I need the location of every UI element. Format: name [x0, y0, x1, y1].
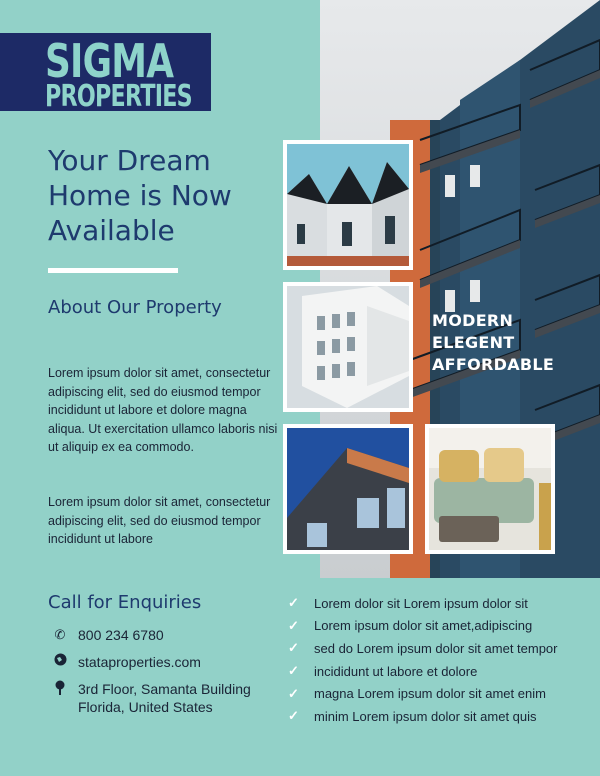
- brand-logo: [0, 33, 211, 114]
- phone-number: 800 234 6780: [78, 627, 164, 643]
- check-icon: ✓: [288, 663, 299, 679]
- contact-title: Call for Enquiries: [48, 592, 202, 613]
- logo-line-2: PROPERTIES: [45, 79, 192, 114]
- globe-icon: [50, 653, 70, 671]
- photo-houses: [283, 140, 413, 270]
- feature-checklist: [288, 592, 588, 728]
- feature-item: [288, 705, 588, 728]
- logo-line-1: SIGMA: [45, 34, 174, 88]
- about-title: About Our Property: [48, 297, 222, 318]
- website-link: stataproperties.com: [78, 654, 201, 670]
- feature-text: Lorem dolor sit Lorem ipsum dolor sit: [314, 595, 528, 611]
- map-pin-icon: [50, 680, 70, 701]
- headline-divider: [48, 268, 178, 273]
- feature-item: [288, 660, 588, 683]
- about-paragraph-2: Lorem ipsum dolor sit amet, consectetur adipiscing elit, sed do eiusmod tempor incididunt ut labore: [48, 495, 271, 546]
- check-icon: ✓: [288, 595, 299, 611]
- tagline-line-3: AFFORDABLE: [432, 355, 555, 374]
- phone-icon: ✆: [54, 627, 66, 642]
- feature-item: [288, 682, 588, 705]
- feature-item: [288, 592, 588, 615]
- photo-interior-sofa: [425, 424, 555, 554]
- check-icon: ✓: [288, 685, 299, 701]
- check-icon: ✓: [288, 640, 299, 656]
- feature-text: incididunt ut labore et dolore: [314, 663, 478, 679]
- feature-item: [288, 637, 588, 660]
- check-icon: ✓: [288, 708, 299, 724]
- contact-address: [50, 680, 268, 716]
- feature-text: Lorem ipsum dolor sit amet,adipiscing: [314, 618, 533, 634]
- photo-white-building: [283, 282, 413, 412]
- tagline-line-2: ELEGENT: [432, 333, 515, 352]
- tagline: [432, 310, 554, 376]
- feature-item: [288, 615, 588, 638]
- contact-website[interactable]: [50, 653, 201, 671]
- photo-dark-building: [283, 424, 413, 554]
- feature-text: sed do Lorem ipsum dolor sit amet tempor: [314, 640, 558, 656]
- page-headline: Your Dream Home is Now Available: [48, 144, 232, 247]
- about-paragraph-1: Lorem ipsum dolor sit amet, consectetur adipiscing elit, sed do eiusmod tempor incididunt ut labore et dolore magna aliqua. Ut exercitation ullamco laboris nisi ut aliquip ex ea commodo.: [48, 366, 278, 454]
- check-icon: ✓: [288, 617, 299, 633]
- address-text: 3rd Floor, Samanta Building Florida, United States: [78, 681, 251, 715]
- contact-phone[interactable]: [50, 626, 164, 644]
- tagline-line-1: MODERN: [432, 311, 514, 330]
- feature-text: magna Lorem ipsum dolor sit amet enim: [314, 686, 546, 702]
- feature-text: minim Lorem ipsum dolor sit amet quis: [314, 708, 537, 724]
